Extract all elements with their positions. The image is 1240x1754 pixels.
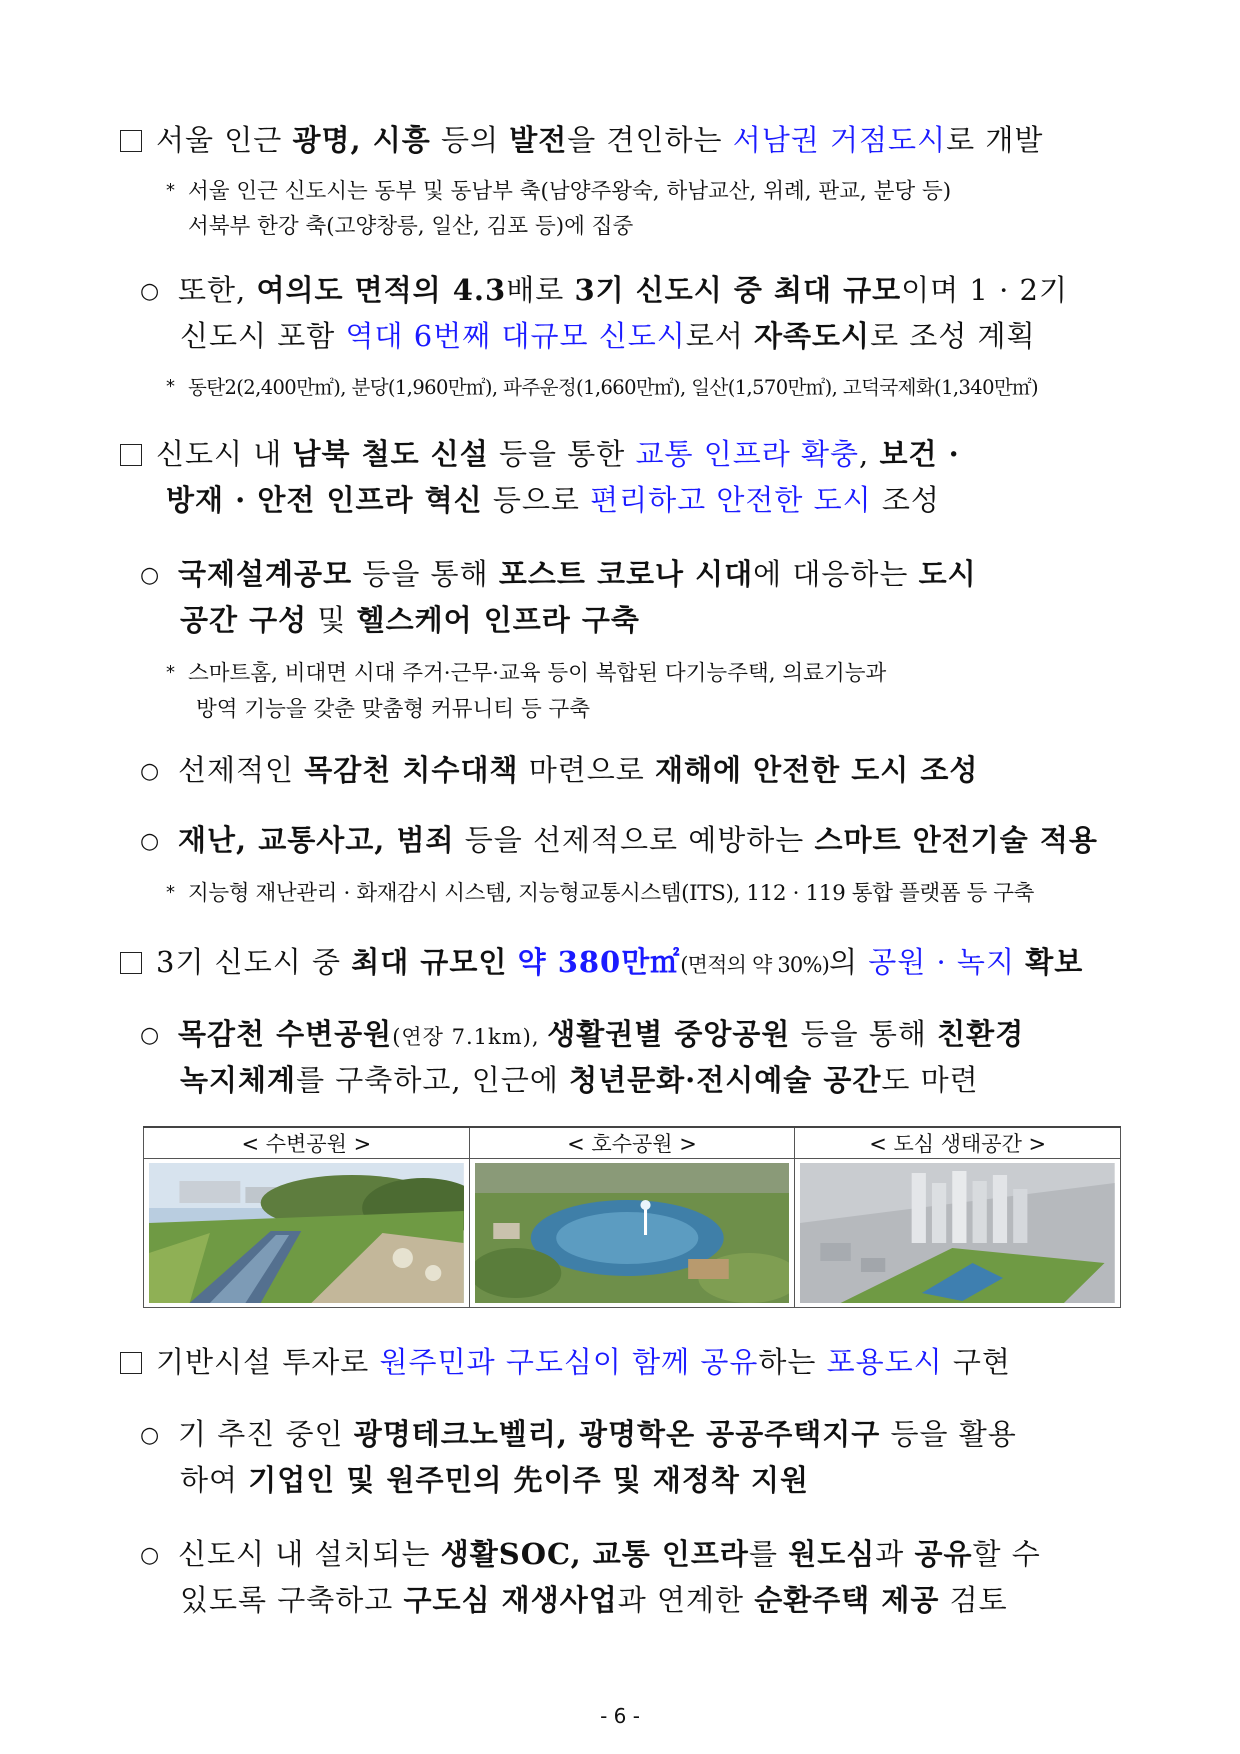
text: 신도시 내 설치되는 xyxy=(178,1537,441,1571)
section-2-heading xyxy=(120,432,960,473)
text: 구현 xyxy=(942,1345,1011,1379)
text: 로서 xyxy=(685,319,755,353)
text: 의 xyxy=(829,945,869,979)
text: 등을 통해 xyxy=(352,557,499,591)
text: 국제설계공모 xyxy=(178,557,353,591)
section-2-point-3-note xyxy=(166,876,1034,907)
text: 방재 · 안전 인프라 혁신 xyxy=(166,483,483,517)
text: 등을 통한 xyxy=(488,437,636,471)
text xyxy=(1015,945,1025,979)
text: 과 연계한 xyxy=(617,1583,755,1617)
text: 여의도 면적의 4.3 xyxy=(256,273,507,307)
text: 광명테크노벨리, 광명학온 공공주택지구 xyxy=(353,1417,881,1451)
section-1-point-1-note xyxy=(166,372,1038,400)
asterisk-icon: * xyxy=(166,662,175,683)
text: 기업인 및 원주민의 先이주 및 재정착 지원 xyxy=(248,1463,810,1497)
text: 편리하고 안전한 도시 xyxy=(590,483,872,517)
text: 도 마련 xyxy=(881,1063,979,1097)
text: 과 xyxy=(875,1537,915,1571)
text: 서남권 거점도시 xyxy=(732,123,947,157)
text: 구도심 재생사업 xyxy=(403,1583,618,1617)
circle-bullet-icon: ○ xyxy=(140,1023,161,1048)
text: 목감천 치수대책 xyxy=(304,753,519,787)
text: 스마트홈, 비대면 시대 주거·근무·교육 등이 복합된 다기능주택, 의료기능과 xyxy=(188,661,887,686)
text: 지능형 재난관리 · 화재감시 시스템, 지능형교통시스템(ITS), 112 · 119 통합 플랫폼 등 구축 xyxy=(188,881,1035,906)
section-2-point-3 xyxy=(140,818,1098,859)
text: 마련으로 xyxy=(518,753,655,787)
text: 에 대응하는 xyxy=(753,557,919,591)
text: 친환경 xyxy=(937,1017,1025,1051)
text: 재해에 안전한 도시 조성 xyxy=(654,753,979,787)
text: 서울 인근 신도시는 동부 및 동남부 축(남양주왕숙, 하남교산, 위례, 판교, 분당 등) xyxy=(188,179,952,204)
text: 도시 xyxy=(918,557,977,591)
text: 하는 xyxy=(758,1345,827,1379)
checkbox-square-icon xyxy=(120,444,142,466)
text: 서북부 한강 축(고양창릉, 일산, 김포 등)에 집중 xyxy=(188,214,634,239)
text: 검토 xyxy=(939,1583,1008,1617)
section-4-point-1-cont xyxy=(180,1458,809,1499)
text xyxy=(507,945,517,979)
text: 선제적인 xyxy=(178,753,305,787)
section-2-point-1 xyxy=(140,552,977,593)
text: 포용도시 xyxy=(826,1345,943,1379)
text: 스마트 안전기술 적용 xyxy=(814,823,1098,857)
caption-lake-park: < 호수공원 > xyxy=(469,1127,795,1159)
section-1-note-line2 xyxy=(188,209,633,240)
asterisk-icon: * xyxy=(166,376,175,397)
section-3-point-1 xyxy=(140,1012,1024,1053)
text: 기반시설 투자로 xyxy=(156,1345,380,1379)
text: 자족도시 xyxy=(754,319,871,353)
text: 를 xyxy=(748,1537,789,1571)
section-2-point-2 xyxy=(140,748,978,789)
text: 청년문화·전시예술 공간 xyxy=(569,1063,882,1097)
text: 하여 xyxy=(180,1463,249,1497)
text: 를 구축하고, 인근에 xyxy=(296,1063,570,1097)
urban-eco-space-photo xyxy=(795,1159,1121,1308)
text: 순환주택 제공 xyxy=(754,1583,940,1617)
section-4-point-2-cont xyxy=(180,1578,1008,1619)
circle-bullet-icon: ○ xyxy=(140,1543,161,1568)
checkbox-square-icon xyxy=(120,952,142,974)
text: 또한, xyxy=(178,273,257,307)
text: 서울 인근 xyxy=(156,123,293,157)
section-2-point-1-note-line2 xyxy=(196,692,590,723)
text: 역대 6번째 대규모 신도시 xyxy=(345,319,686,353)
text: 약 380만㎡ xyxy=(517,945,681,979)
text: 3기 신도시 중 최대 규모 xyxy=(574,273,902,307)
text: 동탄2(2,400만㎡), 분당(1,960만㎡), 파주운정(1,660만㎡), 일산(1,570만㎡), 고덕국제화(1,340만㎡) xyxy=(188,376,1039,399)
circle-bullet-icon: ○ xyxy=(140,279,161,304)
text: 광명, 시흥 xyxy=(292,123,431,157)
text: 3기 신도시 중 xyxy=(156,945,352,979)
section-1-point-1-cont xyxy=(180,314,1036,355)
text: 조성 xyxy=(871,483,940,517)
circle-bullet-icon: ○ xyxy=(140,563,161,588)
text: 원주민과 구도심이 함께 공유 xyxy=(379,1345,759,1379)
section-3-heading xyxy=(120,940,1083,981)
circle-bullet-icon: ○ xyxy=(140,829,161,854)
text: 확보 xyxy=(1025,945,1084,979)
text: 등으로 xyxy=(482,483,591,517)
text: 로 조성 계획 xyxy=(870,319,1036,353)
waterside-park-photo xyxy=(144,1159,470,1308)
section-1-point-1 xyxy=(140,268,1068,309)
asterisk-icon: * xyxy=(166,882,175,903)
section-1-heading xyxy=(120,118,1043,159)
text: 등을 통해 xyxy=(790,1017,938,1051)
text: 있도록 구축하고 xyxy=(180,1583,404,1617)
park-image-gallery xyxy=(143,1126,1121,1300)
text: 신도시 포함 xyxy=(180,319,346,353)
text: 등을 활용 xyxy=(880,1417,1017,1451)
text: 공유 xyxy=(914,1537,973,1571)
asterisk-icon: * xyxy=(166,180,175,201)
circle-bullet-icon: ○ xyxy=(140,759,161,784)
text: 녹지체계 xyxy=(180,1063,297,1097)
text: 헬스케어 인프라 구축 xyxy=(356,603,640,637)
text: 등을 선제적으로 예방하는 xyxy=(454,823,815,857)
text: 기 추진 중인 xyxy=(178,1417,354,1451)
text: 남북 철도 신설 xyxy=(292,437,489,471)
text: 신도시 내 xyxy=(156,437,293,471)
section-4-point-2 xyxy=(140,1532,1041,1573)
lake-park-photo xyxy=(469,1159,795,1308)
text: 공간 구성 xyxy=(180,603,308,637)
text: 최대 규모인 xyxy=(351,945,508,979)
text: 공원 · 녹지 xyxy=(868,945,1015,979)
text: 방역 기능을 갖춘 맞춤형 커뮤니티 등 구축 xyxy=(196,697,591,722)
caption-urban-eco-space: < 도심 생태공간 > xyxy=(795,1127,1121,1159)
checkbox-square-icon xyxy=(120,130,142,152)
checkbox-square-icon xyxy=(120,1352,142,1374)
text: , xyxy=(859,437,880,471)
text: 재난, 교통사고, 범죄 xyxy=(178,823,455,857)
text: 포스트 코로나 시대 xyxy=(498,557,754,591)
section-4-point-1 xyxy=(140,1412,1017,1453)
text: 보건 · xyxy=(879,437,960,471)
text: 생활권별 중앙공원 xyxy=(547,1017,791,1051)
circle-bullet-icon: ○ xyxy=(140,1423,161,1448)
section-2-heading-cont xyxy=(166,478,940,519)
text: 및 xyxy=(307,603,357,637)
text: 목감천 수변공원 xyxy=(178,1017,393,1051)
text: 배로 xyxy=(506,273,575,307)
text: 등의 xyxy=(430,123,510,157)
caption-waterside-park: < 수변공원 > xyxy=(144,1127,470,1159)
section-2-point-1-cont xyxy=(180,598,640,639)
section-2-point-1-note-line1 xyxy=(166,656,886,687)
text: 생활SOC, 교통 인프라 xyxy=(440,1537,749,1571)
section-3-point-1-cont xyxy=(180,1058,979,1099)
text: 교통 인프라 확충 xyxy=(635,437,860,471)
text: 이며 1 · 2기 xyxy=(901,273,1068,307)
text: 할 수 xyxy=(972,1537,1041,1571)
text: 발전 xyxy=(509,123,568,157)
text: (면적의 약 30%) xyxy=(680,953,830,977)
section-4-heading xyxy=(120,1340,1011,1381)
text: 로 개발 xyxy=(946,123,1044,157)
page-number: - 6 - xyxy=(600,1704,640,1728)
text: 원도심 xyxy=(788,1537,876,1571)
text: 을 견인하는 xyxy=(567,123,733,157)
section-1-note-line1 xyxy=(166,174,951,205)
text: (연장 7.1km), xyxy=(392,1025,548,1049)
